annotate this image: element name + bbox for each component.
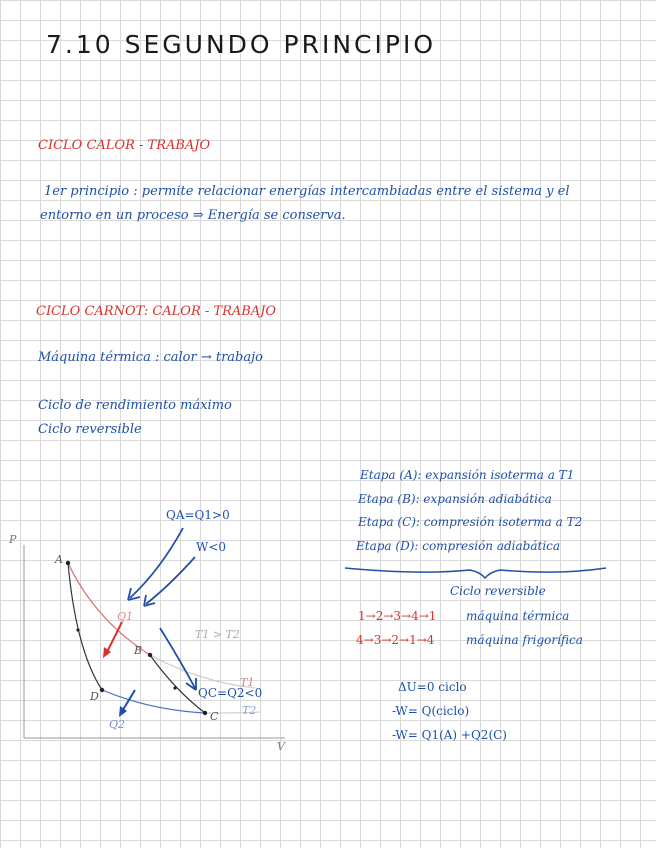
- section-heading-carnot: CICLO CARNOT: CALOR - TRABAJO: [36, 304, 277, 319]
- qa-label: QA=Q1>0: [166, 508, 230, 522]
- v-axis-label: V: [277, 740, 285, 753]
- stage-b: Etapa (B): expansión adiabática: [358, 492, 552, 506]
- q1-label: Q1: [117, 610, 134, 623]
- t1-label: T1: [240, 676, 255, 689]
- adiabatic-ad-curve: [68, 563, 102, 690]
- first-principle-line-1: 1er principio : permite relacionar energías intercambiadas entre el sistema y el: [44, 184, 570, 199]
- point-b-dot: [148, 653, 152, 657]
- point-c-label: C: [210, 710, 219, 723]
- q1-arrow-head: [103, 647, 111, 658]
- forward-description: máquina térmica: [466, 609, 570, 623]
- point-a-dot: [66, 561, 70, 565]
- point-d-dot: [100, 688, 104, 692]
- stage-d: Etapa (D): compresión adiabática: [356, 539, 561, 553]
- point-a-label: A: [55, 553, 63, 566]
- thermal-machine-line: Máquina térmica : calor → trabajo: [38, 350, 263, 365]
- reverse-sequence: 4→3→2→1→4: [356, 633, 435, 647]
- reversible-heading: Ciclo reversible: [450, 584, 546, 598]
- equation-work-cycle: -W= Q(ciclo): [392, 704, 470, 718]
- stage-a: Etapa (A): expansión isoterma a T1: [360, 468, 575, 482]
- stages-brace: [345, 568, 606, 578]
- page-title: 7.10 SEGUNDO PRINCIPIO: [46, 30, 436, 59]
- equation-delta-u: ΔU=0 ciclo: [398, 680, 467, 694]
- max-efficiency-line: Ciclo de rendimiento máximo: [38, 398, 232, 413]
- mid-bc-dot: [173, 686, 176, 689]
- temperature-relation: T1 > T2: [195, 628, 240, 641]
- forward-sequence: 1→2→3→4→1: [358, 609, 437, 623]
- qc-pointer-arrow: [160, 628, 195, 688]
- mid-ad-dot: [76, 628, 79, 631]
- isotherm-t2-curve: [102, 690, 205, 713]
- first-principle-line-2: entorno en un proceso ⇒ Energía se conserva.: [40, 208, 346, 223]
- p-axis-label: P: [9, 533, 17, 546]
- stage-c: Etapa (C): compresión isoterma a T2: [358, 515, 583, 529]
- qa-pointer-arrow: [130, 528, 183, 598]
- isotherm-t1-curve: [68, 563, 150, 655]
- point-c-dot: [203, 711, 207, 715]
- section-heading-cycle: CICLO CALOR - TRABAJO: [38, 138, 211, 153]
- w-pointer-arrow: [146, 557, 195, 604]
- qc-label: QC=Q2<0: [198, 686, 263, 700]
- equation-work-sum: -W= Q1(A) +Q2(C): [392, 728, 507, 742]
- q2-label: Q2: [109, 718, 126, 731]
- reverse-description: máquina frigorífica: [466, 633, 583, 647]
- point-d-label: D: [90, 690, 99, 703]
- point-b-label: B: [134, 644, 143, 657]
- t2-label: T2: [242, 704, 257, 717]
- q2-arrow-head: [119, 706, 127, 717]
- w-label: W<0: [196, 540, 227, 554]
- reversible-cycle-line: Ciclo reversible: [38, 422, 142, 437]
